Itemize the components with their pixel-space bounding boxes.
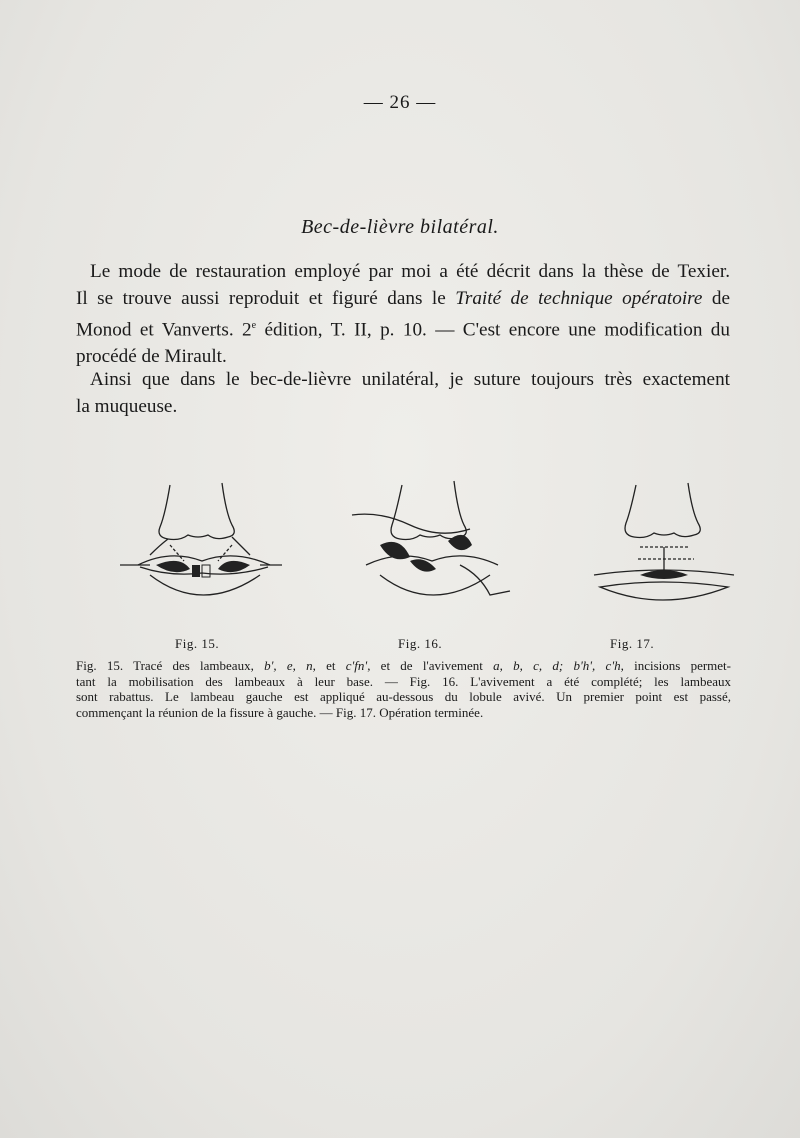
paragraph-1-line-1: Le mode de restauration employé par moi a été décrit dans la thèse de Texier. (90, 261, 730, 282)
figure-15-illustration (110, 465, 300, 625)
figure-caption (76, 658, 731, 720)
figure-17-illustration (570, 465, 760, 625)
paragraph-2 (76, 366, 730, 420)
paragraph-1-line-4: procédé de Mirault. (76, 346, 227, 368)
figure-16-illustration (340, 465, 530, 625)
figures-row (110, 465, 710, 625)
paragraph-2-line-1: Ainsi que dans le bec-de-lièvre unilatéral, je suture toujours très exactement (90, 369, 730, 390)
paragraph-1 (76, 258, 730, 370)
figure-15-label: Fig. 15. (175, 636, 220, 651)
caption-line-3: sont rabattus. Le lambeau gauche est appliqué au-dessous du lobule avivé. Un premier point est passé, (76, 689, 731, 705)
book-title: Traité de technique opératoire (455, 288, 703, 309)
caption-line-2: tant la mobilisation des lambeaux à leur base. — Fig. 16. L'avivement a été complété; les lambeaux (76, 673, 731, 689)
paragraph-1-line-2: Il se trouve aussi reproduit et figuré dans le Traité de technique opératoire de (76, 288, 731, 309)
section-title: Bec-de-lièvre bilatéral. (301, 216, 499, 238)
paragraph-1-line-3: Monod et Vanverts. 2e édition, T. II, p. 10. — C'est encore une modification du (76, 319, 730, 341)
paragraph-2-line-2: la muqueuse. (76, 396, 178, 417)
figure-16-label: Fig. 16. (398, 636, 443, 651)
figure-17-label: Fig. 17. (610, 636, 655, 651)
caption-line-4: commençant la réunion de la fissure à gauche. — Fig. 17. Opération terminée. (76, 704, 484, 720)
caption-line-1: Fig. 15. Tracé des lambeaux, b', e, n, et c'fn', et de l'avivement a, b, c, d; b'h', c'h, incisions permet- (76, 658, 731, 673)
page-number: — 26 — (363, 92, 437, 113)
